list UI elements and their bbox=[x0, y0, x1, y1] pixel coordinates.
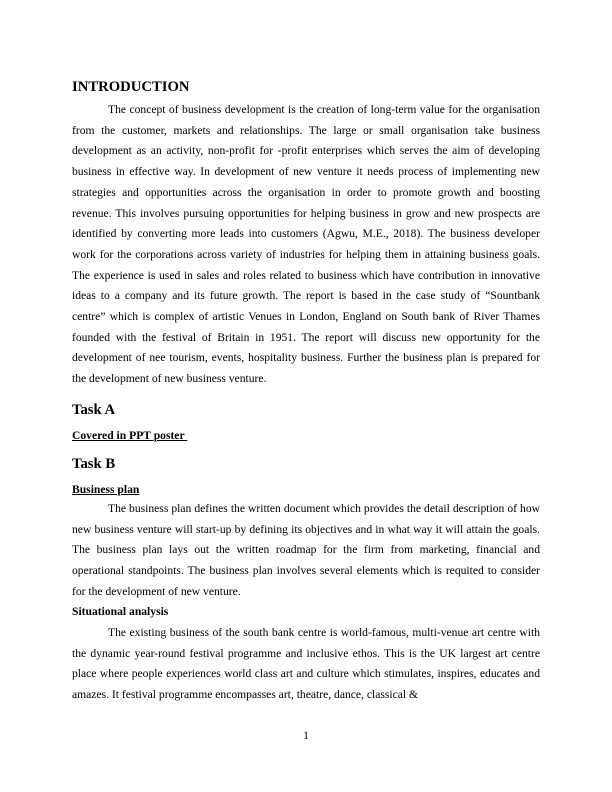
situational-analysis-paragraph: The existing business of the south bank centre is world-famous, multi-venue art centre with the dynamic year-round festival programme and inclusive ethos. This is the UK largest art centre place where people experiences world class art and culture which stimulates, inspires, educates and amazes. It festival programme encompasses art, theatre, dance, classical & bbox=[72, 626, 540, 702]
task-b-heading: Task B bbox=[72, 455, 116, 472]
introduction-heading: INTRODUCTION bbox=[72, 79, 190, 95]
task-a-note: Covered in PPT poster bbox=[72, 428, 188, 442]
business-plan-paragraph: The business plan defines the written document which provides the detail description of how new business venture will start-up by defining its objectives and in what way it will attain the goals. The business plan lays out the written roadmap for the firm from marketing, financial and operational standpoints. The business plan involves several elements which is requited to consider for the development of new venture. bbox=[72, 501, 540, 598]
business-plan-heading: Business plan bbox=[72, 482, 140, 496]
task-a-heading: Task A bbox=[72, 401, 116, 418]
introduction-paragraph: The concept of business development is the creation of long-term value for the organisation from the customer, markets and relationships. The large or small organisation take business development as an activity, non-profit for -profit enterprises which serves the aim of developing business in effective way. In development of new venture it needs process of implementing new strategies and opportunities across the organisation in order to promote growth and boosting revenue. This involves pursuing opportunities for helping business in grow and new prospects are identified by converting more leads into customers (Agwu, M.E., 2018). The business developer work for the corporations across variety of industries for helping them in attaining business goals. The experience is used in sales and roles related to business which have contribution in innovative ideas to a company and its future growth. The report is based in the case study of “Sountbank centre” which is complex of artistic Venues in London, England on South bank of River Thames founded with the festival of Britain in 1951. The report will discuss new opportunity for the development of nee tourism, events, hospitality business. Further the business plan is prepared for the development of new business venture. bbox=[72, 103, 540, 386]
situational-analysis-heading: Situational analysis bbox=[72, 605, 169, 619]
page-number: 1 bbox=[303, 729, 309, 742]
